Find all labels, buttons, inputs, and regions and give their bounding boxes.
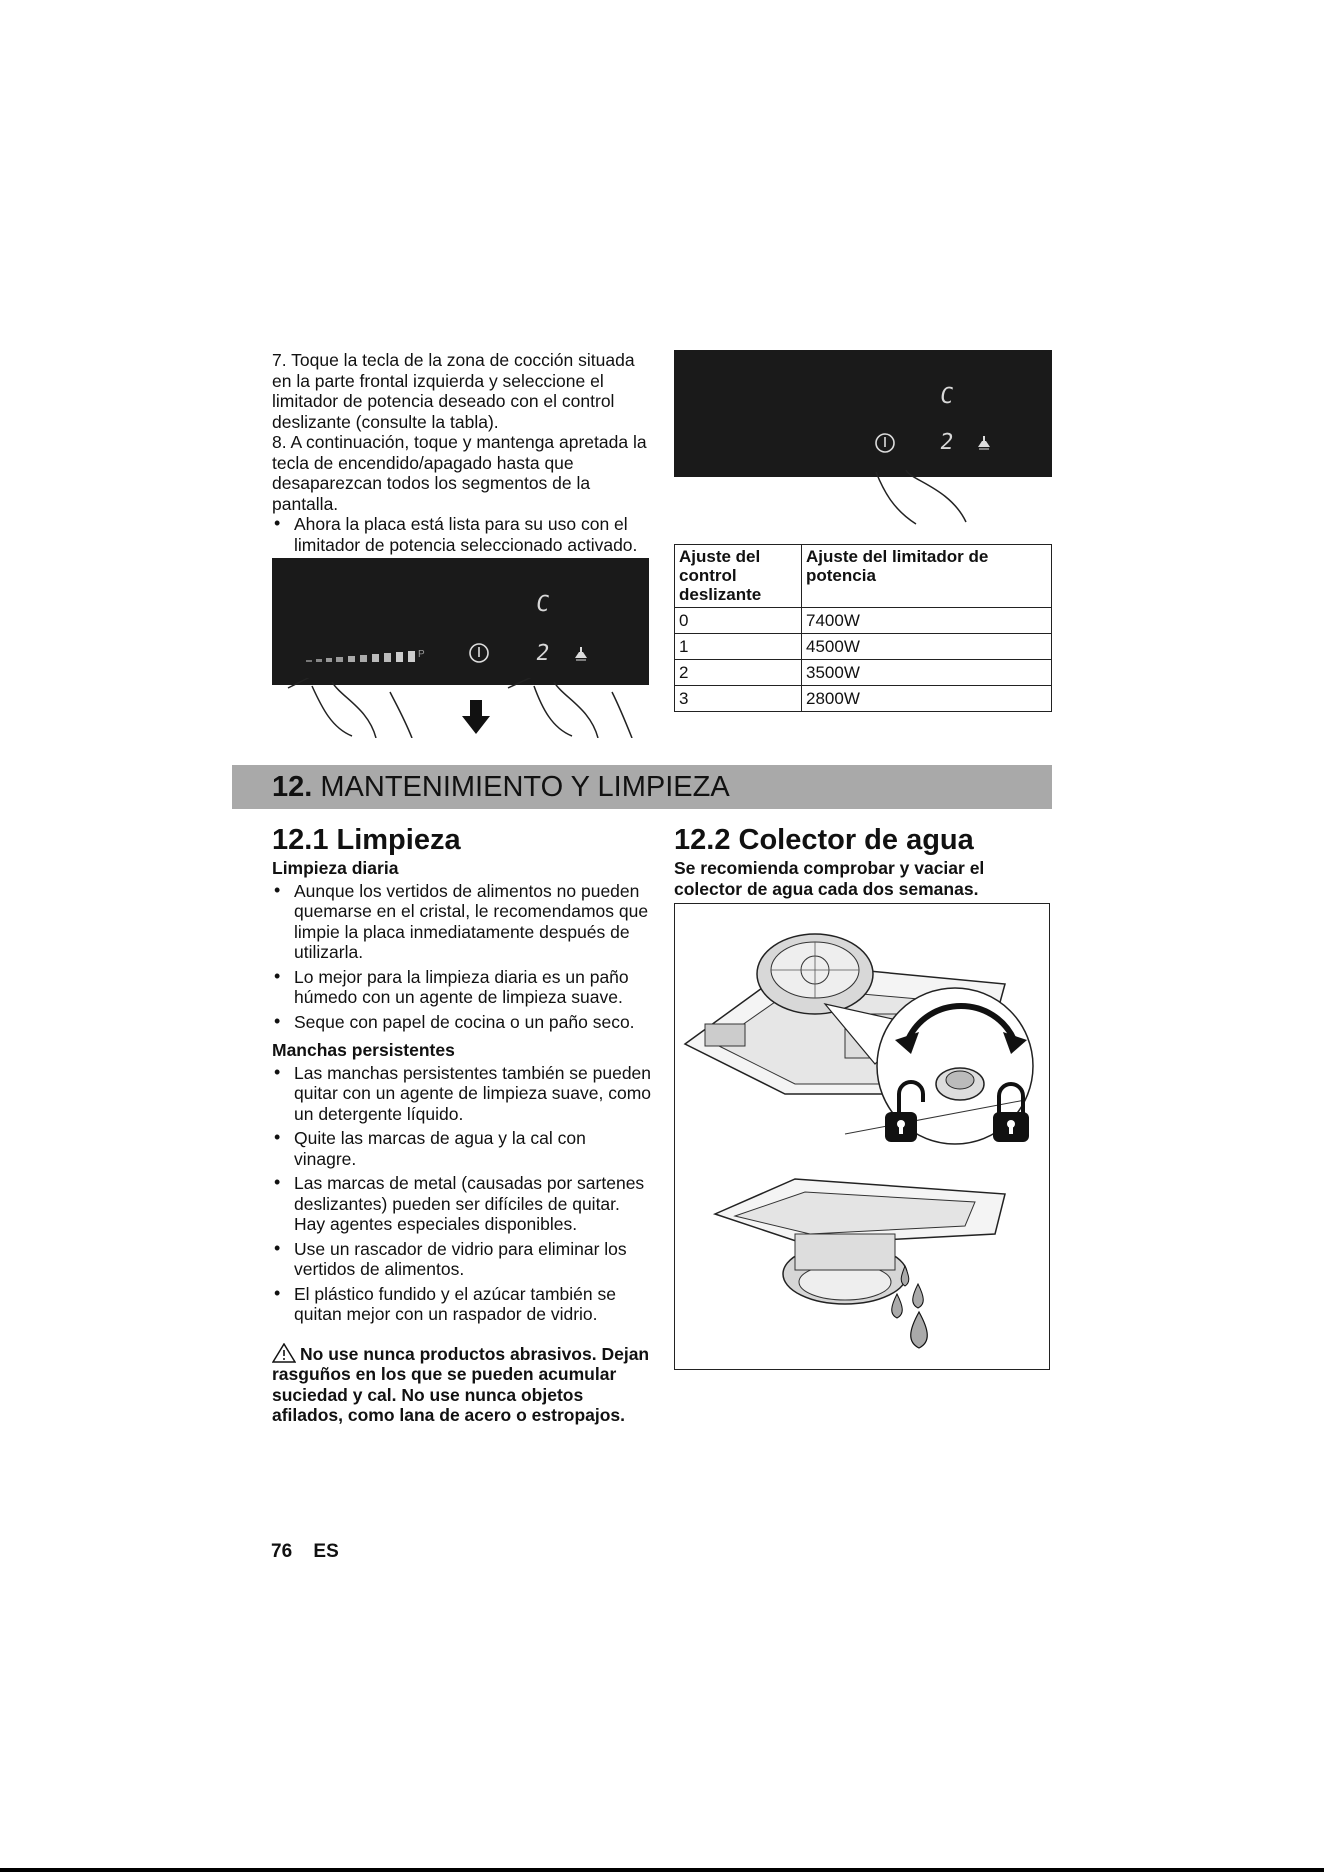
- table-row: [675, 608, 1052, 634]
- section-banner: [232, 765, 1052, 809]
- table-row: [675, 634, 1052, 660]
- list-item: • Las manchas persistentes también se pueden quitar con un agente de limpieza suave, como un detergente líquido.: [272, 1063, 652, 1125]
- table-cell-limit: 4500W: [802, 634, 1052, 660]
- control-panel-illustration-left: [272, 558, 649, 685]
- collector-drawing: [675, 904, 1049, 1369]
- page-footer: [271, 1541, 339, 1563]
- list-item: • Seque con papel de cocina o un paño seco.: [272, 1012, 652, 1033]
- list-item: • Quite las marcas de agua y la cal con vinagre.: [272, 1128, 652, 1169]
- table-header-slider: Ajuste del control deslizante: [675, 545, 802, 608]
- list-item: • Aunque los vertidos de alimentos no pueden quemarse en el cristal, le recomendamos que limpie la placa inmediatamente después de utilizarla.: [272, 881, 652, 963]
- table-header-limiter: Ajuste del limitador de potencia: [802, 545, 1052, 608]
- collector-heading: 12.2 Colector de agua: [674, 824, 974, 856]
- daily-cleaning-title: Limpieza diaria: [272, 858, 399, 878]
- power-icon: [468, 642, 490, 664]
- table-cell-limit: 2800W: [802, 686, 1052, 712]
- display-bottom-digit: 2: [534, 641, 552, 666]
- hand-illustration: [870, 470, 1010, 530]
- instruction-steps: [272, 350, 650, 555]
- power-limiter-table: [674, 544, 1052, 712]
- power-slider: [306, 650, 446, 662]
- display-top-digit: C: [534, 592, 552, 617]
- hands-and-arrow-illustration: [272, 678, 649, 738]
- table-row: [675, 660, 1052, 686]
- cleaning-section: [272, 824, 652, 1426]
- stains-title: Manchas persistentes: [272, 1040, 455, 1060]
- daily-cleaning-list: [272, 881, 652, 1033]
- power-icon: [874, 432, 896, 454]
- page-number: 76: [271, 1541, 293, 1562]
- hood-icon: [976, 435, 992, 451]
- hood-icon: [573, 646, 589, 662]
- table-row: [675, 686, 1052, 712]
- section-number: 12.: [272, 771, 313, 803]
- table-cell-limit: 7400W: [802, 608, 1052, 634]
- bottom-edge-line: [0, 1868, 1324, 1872]
- result-bullet: • Ahora la placa está lista para su uso con el limitador de potencia seleccionado activado.: [272, 514, 650, 555]
- display-bottom-digit: 2: [938, 430, 956, 455]
- cleaning-heading: 12.1 Limpieza: [272, 824, 461, 856]
- list-item: • Use un rascador de vidrio para eliminar los vertidos de alimentos.: [272, 1239, 652, 1280]
- table-cell-slider: 1: [675, 634, 802, 660]
- step-7: 7. Toque la tecla de la zona de cocción situada en la parte frontal izquierda y seleccione el limitador de potencia deseado con el control deslizante (consulte la tabla).: [272, 350, 635, 432]
- table-cell-limit: 3500W: [802, 660, 1052, 686]
- display-top-digit: C: [938, 384, 956, 409]
- warning-text: No use nunca productos abrasivos. Dejan rasguños en los que se pueden acumular suciedad y cal. No use nunca objetos afilados, como lana de acero o estropajos.: [272, 1343, 650, 1425]
- water-collector-section: [674, 824, 1052, 899]
- warning-triangle-icon: [272, 1343, 296, 1363]
- step-result: [272, 514, 650, 555]
- slider-p-label: P: [418, 649, 425, 660]
- control-panel-illustration-right: [674, 350, 1052, 477]
- warning-block: [272, 1343, 652, 1426]
- table-header-row: [675, 545, 1052, 608]
- list-item: • El plástico fundido y el azúcar también se quitan mejor con un raspador de vidrio.: [272, 1284, 652, 1325]
- slider-segments: [306, 650, 446, 664]
- list-item: • Las marcas de metal (causadas por sartenes deslizantes) pueden ser difíciles de quitar. Hay agentes especiales disponibles.: [272, 1173, 652, 1235]
- down-arrow-icon: [462, 700, 490, 734]
- language-code: ES: [313, 1541, 339, 1562]
- water-collector-illustration: [674, 903, 1050, 1370]
- collector-intro: Se recomienda comprobar y vaciar el colector de agua cada dos semanas.: [674, 858, 985, 899]
- list-item: • Lo mejor para la limpieza diaria es un paño húmedo con un agente de limpieza suave.: [272, 967, 652, 1008]
- table-cell-slider: 2: [675, 660, 802, 686]
- section-title: MANTENIMIENTO Y LIMPIEZA: [320, 771, 730, 803]
- stains-list: [272, 1063, 652, 1325]
- table-cell-slider: 3: [675, 686, 802, 712]
- table-cell-slider: 0: [675, 608, 802, 634]
- step-8: 8. A continuación, toque y mantenga apretada la tecla de encendido/apagado hasta que desaparezcan todos los segmentos de la pantalla.: [272, 432, 647, 514]
